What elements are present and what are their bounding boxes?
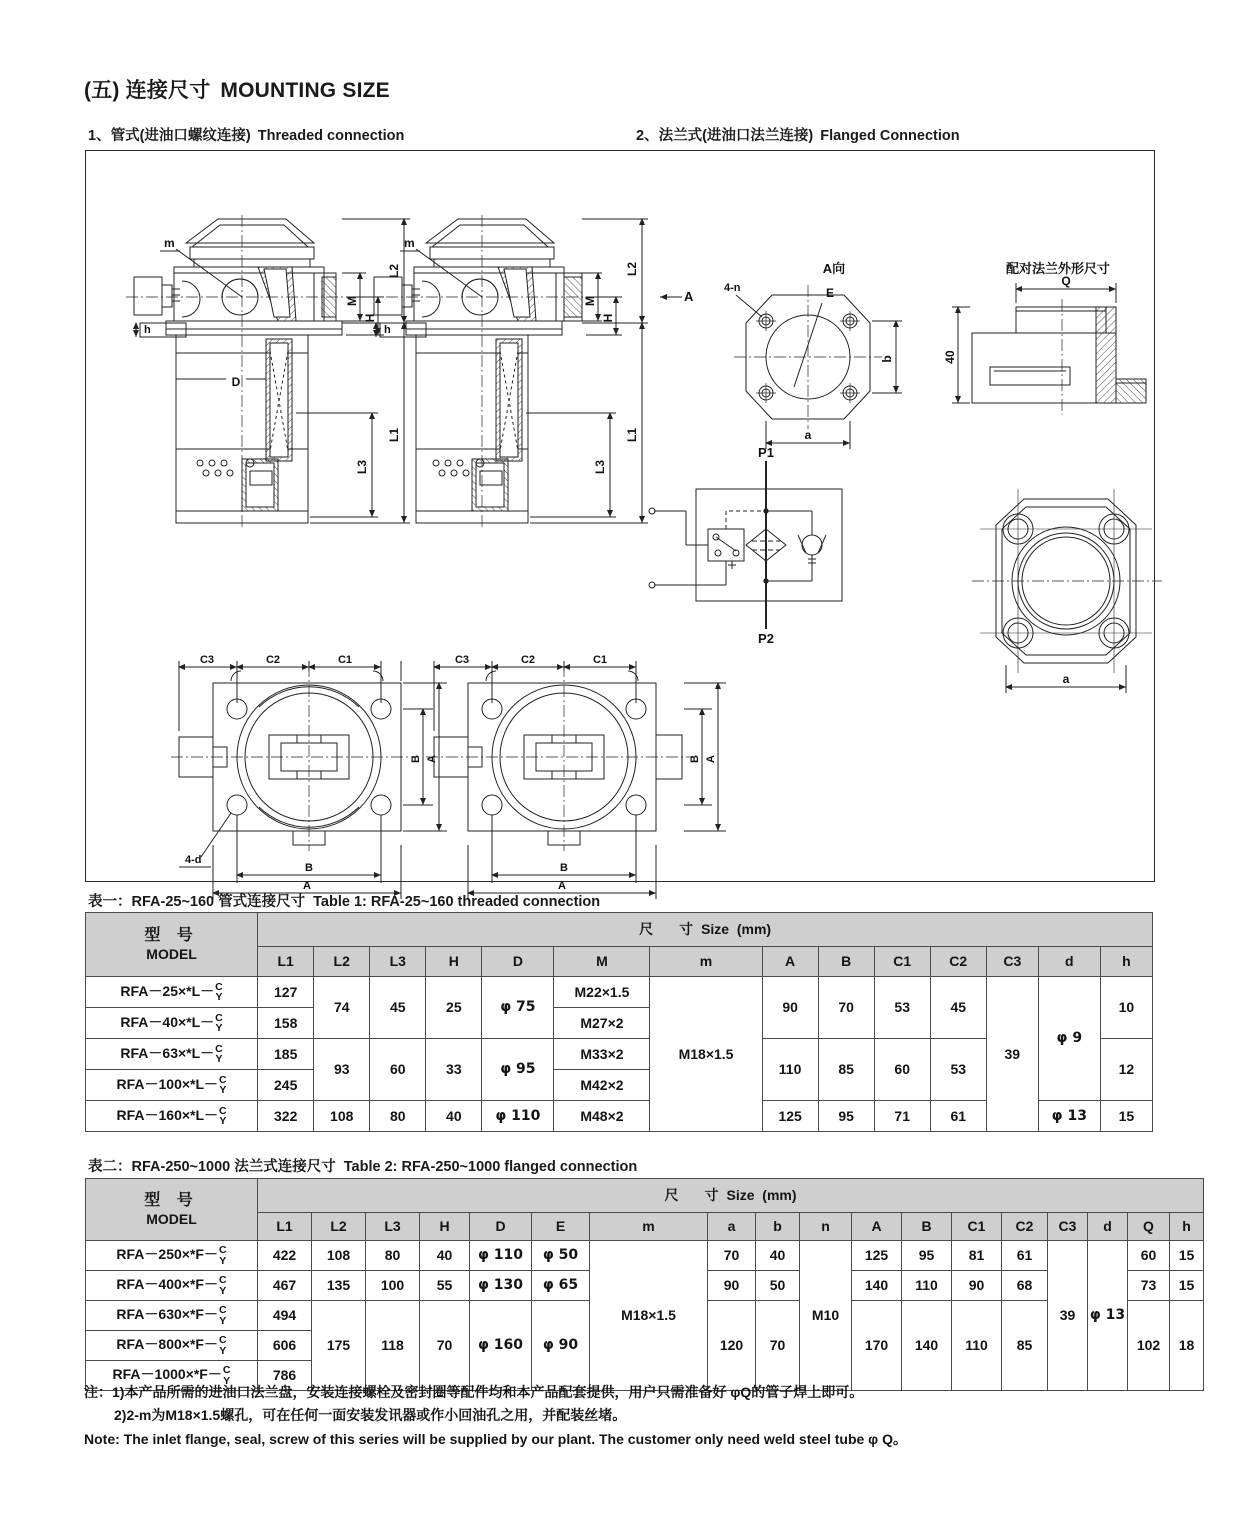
- model-suffix-top: C: [218, 1334, 227, 1346]
- model-suffix-bottom: Y: [219, 1344, 227, 1357]
- th2-H: H: [420, 1213, 470, 1241]
- cell-D: φ 160: [470, 1301, 532, 1391]
- cell-H: 70: [420, 1301, 470, 1391]
- model-suffix-bottom: Y: [215, 1022, 223, 1034]
- cell-L2: 93: [314, 1039, 370, 1101]
- cell-L2: 74: [314, 977, 370, 1039]
- cell-h: 15: [1100, 1101, 1152, 1132]
- drawing-flanged-section: [366, 215, 694, 529]
- label-C2-2: C2: [520, 654, 536, 666]
- model-suffix-top: C: [218, 1304, 227, 1316]
- cell-h: 10: [1100, 977, 1152, 1039]
- label-h-2: h: [384, 324, 391, 336]
- cell-C3: 39: [1048, 1241, 1088, 1391]
- cell-model: [86, 1039, 258, 1070]
- model-suffix-top: C: [218, 1244, 227, 1256]
- cell-L1: 322: [258, 1101, 314, 1132]
- model-suffix-top: C: [218, 1274, 227, 1286]
- cell-model: [86, 1271, 258, 1301]
- cell-model: [86, 1008, 258, 1039]
- cell-M: M27×2: [554, 1008, 650, 1039]
- label-40: 40: [943, 350, 957, 364]
- cell-B: 110: [902, 1271, 952, 1301]
- label-L3-2: L3: [593, 459, 607, 475]
- label-h: h: [144, 324, 151, 336]
- cell-M: M48×2: [554, 1101, 650, 1132]
- label-L2: L2: [387, 263, 401, 279]
- cell-Q: 60: [1128, 1241, 1170, 1271]
- cell-C1: 53: [874, 977, 930, 1039]
- cell-C3: 39: [986, 977, 1038, 1132]
- drawing-flange-4bolt: [972, 489, 1162, 693]
- model-suffix-bottom: Y: [215, 991, 223, 1003]
- cell-H: 25: [426, 977, 482, 1039]
- cell-M: M42×2: [554, 1070, 650, 1101]
- th2-L2: L2: [312, 1213, 366, 1241]
- th-C2: C2: [930, 947, 986, 977]
- cell-A: 90: [762, 977, 818, 1039]
- cell-C2: 68: [1002, 1271, 1048, 1301]
- th-size-group-2: [258, 1179, 1204, 1213]
- label-B-bottom-2: B: [560, 862, 568, 874]
- cell-d: φ 9: [1038, 977, 1100, 1101]
- th2-Q: Q: [1128, 1213, 1170, 1241]
- cell-H: 33: [426, 1039, 482, 1101]
- th-model-cn-2: 型 号: [144, 1191, 199, 1209]
- cell-B: 70: [818, 977, 874, 1039]
- page-title: [84, 74, 390, 104]
- table-threaded-dimensions: [85, 912, 1153, 1132]
- cell-a: 90: [708, 1271, 756, 1301]
- cell-L3: 80: [366, 1241, 420, 1271]
- model-suffix-bottom: Y: [219, 1314, 227, 1327]
- note-line-2: 2)2-m为M18×1.5螺孔，可在任何一面安装发讯器或作小回油孔之用，并配装丝堵。: [114, 1406, 627, 1423]
- label-L2-2: L2: [625, 261, 639, 277]
- table1-caption-en: Table 1: RFA-25~160 threaded connection: [313, 894, 601, 910]
- label-B-bottom: B: [305, 862, 313, 874]
- th-m: m: [650, 947, 762, 977]
- cell-n: M10: [800, 1241, 852, 1391]
- label-L1: L1: [387, 427, 401, 443]
- label-b: b: [880, 355, 894, 363]
- th2-b: b: [756, 1213, 800, 1241]
- subsection-threaded: [88, 124, 404, 145]
- th2-C2: C2: [1002, 1213, 1048, 1241]
- cell-C2: 61: [1002, 1241, 1048, 1271]
- cell-L3: 118: [366, 1301, 420, 1391]
- label-a: a: [804, 428, 812, 442]
- drawing-hydraulic-schematic: [649, 445, 842, 646]
- label-L3: L3: [355, 459, 369, 475]
- th-D: D: [482, 947, 554, 977]
- th-size-cn2: 寸: [679, 921, 694, 938]
- label-D: D: [231, 375, 241, 389]
- cell-b: 70: [756, 1301, 800, 1391]
- label-C2: C2: [265, 654, 281, 666]
- table-row: [86, 977, 1153, 1008]
- model-text: RFA－1000×*F－: [112, 1366, 222, 1383]
- drawing-mating-flange: [943, 261, 1146, 415]
- th-B: B: [818, 947, 874, 977]
- th-size-cn1: 尺: [639, 921, 654, 938]
- cell-B: 95: [902, 1241, 952, 1271]
- cell-L3: 45: [370, 977, 426, 1039]
- label-a-2: a: [1062, 672, 1070, 686]
- th2-a: a: [708, 1213, 756, 1241]
- cell-D: φ 110: [482, 1101, 554, 1132]
- cell-D: φ 95: [482, 1039, 554, 1101]
- cell-C2: 85: [1002, 1301, 1048, 1391]
- subsection-2-en: Flanged Connection: [820, 128, 960, 144]
- cell-Q: 102: [1128, 1301, 1170, 1391]
- notes-block: [84, 1381, 1164, 1451]
- cell-C1: 81: [952, 1241, 1002, 1271]
- cell-L1: 245: [258, 1070, 314, 1101]
- cell-h: 15: [1170, 1271, 1204, 1301]
- th-M: M: [554, 947, 650, 977]
- cell-E: φ 50: [532, 1241, 590, 1271]
- drawing-plan-view-1: [171, 654, 447, 899]
- th2-E: E: [532, 1213, 590, 1241]
- th-model-2: [86, 1179, 258, 1241]
- label-A-bottom: A: [303, 880, 311, 892]
- cell-L2: 108: [314, 1101, 370, 1132]
- cell-C1: 90: [952, 1271, 1002, 1301]
- label-C1-2: C1: [592, 654, 608, 666]
- label-Q: Q: [1061, 274, 1071, 288]
- label-B-right-2: B: [689, 755, 701, 763]
- model-text: RFA－100×*L－: [116, 1075, 219, 1092]
- label-A-bottom-2: A: [558, 880, 566, 892]
- label-C3: C3: [199, 654, 215, 666]
- cell-C2: 53: [930, 1039, 986, 1101]
- model-suffix-bottom: Y: [219, 1084, 227, 1096]
- th2-C1: C1: [952, 1213, 1002, 1241]
- cell-C1: 71: [874, 1101, 930, 1132]
- table2-caption: [88, 1155, 637, 1176]
- th-model-en-2: MODEL: [146, 1210, 197, 1227]
- cell-C1: 60: [874, 1039, 930, 1101]
- cell-h: 15: [1170, 1241, 1204, 1271]
- th-size-group: [258, 913, 1153, 947]
- cell-L1: 185: [258, 1039, 314, 1070]
- th2-m: m: [590, 1213, 708, 1241]
- model-text: RFA－630×*F－: [116, 1306, 218, 1323]
- subsection-1-cn: 1、管式(进油口螺纹连接): [88, 128, 251, 144]
- cell-m: M18×1.5: [650, 977, 762, 1132]
- cell-D: φ 110: [470, 1241, 532, 1271]
- th-C3: C3: [986, 947, 1038, 977]
- cell-B: 140: [902, 1301, 952, 1391]
- label-A-right-2: A: [705, 755, 717, 763]
- th2-B: B: [902, 1213, 952, 1241]
- cell-L3: 100: [366, 1271, 420, 1301]
- th-model: [86, 913, 258, 977]
- cell-A: 125: [852, 1241, 902, 1271]
- label-view-arrow-A: A: [684, 289, 694, 304]
- cell-A: 170: [852, 1301, 902, 1391]
- cell-M: M33×2: [554, 1039, 650, 1070]
- th-size-cn1-2: 尺: [664, 1187, 679, 1204]
- label-C3-2: C3: [454, 654, 470, 666]
- cell-E: φ 65: [532, 1271, 590, 1301]
- cell-C1: 110: [952, 1301, 1002, 1391]
- model-text: RFA－40×*L－: [120, 1013, 215, 1030]
- th-size-en: Size: [701, 921, 730, 938]
- cell-L1: 467: [258, 1271, 312, 1301]
- cell-L3: 60: [370, 1039, 426, 1101]
- cell-d: φ 13: [1088, 1241, 1128, 1391]
- label-A-direction: A向: [822, 261, 846, 276]
- label-M-2: M: [583, 296, 597, 306]
- table-row: [86, 1241, 1204, 1271]
- th-L2: L2: [314, 947, 370, 977]
- label-m: m: [164, 236, 175, 250]
- label-4-d: 4-d: [185, 854, 202, 866]
- model-suffix-top: C: [215, 980, 223, 993]
- section-title-en: MOUNTING SIZE: [220, 79, 390, 102]
- cell-C2: 45: [930, 977, 986, 1039]
- label-mating-flange-title: 配对法兰外形尺寸: [1005, 261, 1111, 276]
- cell-L2: 135: [312, 1271, 366, 1301]
- cell-L1: 127: [258, 977, 314, 1008]
- label-P1: P1: [758, 445, 774, 460]
- label-E: E: [826, 286, 835, 300]
- label-A-right: A: [426, 755, 438, 763]
- model-suffix-top: C: [219, 1104, 227, 1117]
- model-text: RFA－25×*L－: [120, 982, 215, 999]
- th2-L3: L3: [366, 1213, 420, 1241]
- cell-H: 55: [420, 1271, 470, 1301]
- th-L1: L1: [258, 947, 314, 977]
- note-line-1: 注：1)本产品所需的进油口法兰盘，安装连接螺栓及密封圈等配件均和本产品配套提供，用户只需准备好 φQ的管子焊上即可。: [84, 1384, 864, 1400]
- cell-D: φ 130: [470, 1271, 532, 1301]
- drawing-threaded-section: [126, 215, 410, 529]
- model-suffix-bottom: Y: [215, 1053, 223, 1065]
- model-suffix-top: C: [222, 1364, 231, 1376]
- label-4-n: 4-n: [724, 282, 741, 294]
- cell-Q: 73: [1128, 1271, 1170, 1301]
- th-size-unit-2: (mm): [762, 1187, 797, 1204]
- model-text: RFA－250×*F－: [116, 1246, 218, 1263]
- section-title-cn: (五) 连接尺寸: [84, 79, 211, 102]
- model-suffix-bottom: Y: [219, 1115, 227, 1127]
- cell-E: φ 90: [532, 1301, 590, 1391]
- cell-M: M22×1.5: [554, 977, 650, 1008]
- th2-L1: L1: [258, 1213, 312, 1241]
- model-text: RFA－63×*L－: [120, 1044, 215, 1061]
- subsection-1-en: Threaded connection: [257, 128, 405, 144]
- label-P2: P2: [758, 631, 774, 646]
- cell-L1: 786: [258, 1361, 312, 1391]
- cell-L1: 606: [258, 1331, 312, 1361]
- th-model-cn: 型 号: [144, 926, 199, 944]
- cell-A: 110: [762, 1039, 818, 1101]
- th-A: A: [762, 947, 818, 977]
- table1-caption: [88, 890, 600, 911]
- th2-D: D: [470, 1213, 532, 1241]
- label-H: H: [363, 313, 377, 323]
- label-H-2: H: [601, 313, 615, 323]
- table2-caption-cn: 表二：RFA-250~1000 法兰式连接尺寸: [88, 1159, 336, 1175]
- model-suffix-bottom: Y: [219, 1284, 227, 1297]
- model-suffix-top: C: [219, 1073, 227, 1086]
- cell-a: 120: [708, 1301, 756, 1391]
- cell-L1: 422: [258, 1241, 312, 1271]
- note-line-3: Note: The inlet flange, seal, screw of this series will be supplied by our plant. The customer only need weld steel tube φ Q。: [84, 1431, 907, 1448]
- cell-model: [86, 1070, 258, 1101]
- cell-L2: 108: [312, 1241, 366, 1271]
- cell-A: 125: [762, 1101, 818, 1132]
- th-d: d: [1038, 947, 1100, 977]
- th2-A: A: [852, 1213, 902, 1241]
- technical-drawing-panel: [85, 150, 1155, 892]
- th-h: h: [1100, 947, 1152, 977]
- cell-C2: 61: [930, 1101, 986, 1132]
- th2-n: n: [800, 1213, 852, 1241]
- cell-b: 50: [756, 1271, 800, 1301]
- cell-H: 40: [420, 1241, 470, 1271]
- th-size-unit: (mm): [736, 921, 772, 938]
- th-model-en: MODEL: [146, 945, 197, 962]
- cell-A: 140: [852, 1271, 902, 1301]
- table1-caption-cn: 表一：RFA-25~160 管式连接尺寸: [88, 894, 306, 910]
- model-suffix-bottom: Y: [223, 1374, 231, 1387]
- drawing-plan-view-2: [426, 654, 726, 899]
- th2-d: d: [1088, 1213, 1128, 1241]
- cell-a: 70: [708, 1241, 756, 1271]
- cell-h: 18: [1170, 1301, 1204, 1391]
- table2-caption-en: Table 2: RFA-250~1000 flanged connection: [343, 1159, 638, 1175]
- model-suffix-top: C: [215, 1042, 223, 1055]
- cell-H: 40: [426, 1101, 482, 1132]
- label-C1: C1: [337, 654, 353, 666]
- cell-model: [86, 1301, 258, 1331]
- model-text: RFA－800×*F－: [116, 1336, 218, 1353]
- subsection-flanged: [636, 124, 960, 145]
- label-B-right: B: [410, 755, 422, 763]
- cell-L3: 80: [370, 1101, 426, 1132]
- model-suffix-top: C: [215, 1011, 223, 1024]
- th-L3: L3: [370, 947, 426, 977]
- th2-C3: C3: [1048, 1213, 1088, 1241]
- cell-d: φ 13: [1038, 1101, 1100, 1132]
- cell-L1: 494: [258, 1301, 312, 1331]
- cell-B: 85: [818, 1039, 874, 1101]
- th-C1: C1: [874, 947, 930, 977]
- model-suffix-bottom: Y: [219, 1254, 227, 1267]
- th-size-cn2-2: 寸: [704, 1187, 719, 1204]
- th-H: H: [426, 947, 482, 977]
- model-text: RFA－160×*L－: [116, 1106, 219, 1123]
- label-L1-2: L1: [625, 427, 639, 443]
- th2-h: h: [1170, 1213, 1204, 1241]
- drawing-flange-face-A: [724, 261, 902, 449]
- cell-B: 95: [818, 1101, 874, 1132]
- cell-model: [86, 1101, 258, 1132]
- label-m-2: m: [404, 236, 415, 250]
- cell-b: 40: [756, 1241, 800, 1271]
- label-M: M: [345, 296, 359, 306]
- subsection-2-cn: 2、法兰式(进油口法兰连接): [636, 128, 814, 144]
- cell-D: φ 75: [482, 977, 554, 1039]
- cell-model: [86, 1241, 258, 1271]
- cell-L2: 175: [312, 1301, 366, 1391]
- table-flanged-dimensions: [85, 1178, 1204, 1391]
- model-text: RFA－400×*F－: [116, 1276, 218, 1293]
- cell-h: 12: [1100, 1039, 1152, 1101]
- th-size-en-2: Size: [726, 1187, 755, 1204]
- cell-m: M18×1.5: [590, 1241, 708, 1391]
- technical-drawings-svg: [86, 151, 1152, 892]
- cell-L1: 158: [258, 1008, 314, 1039]
- cell-model: [86, 1331, 258, 1361]
- cell-model: [86, 977, 258, 1008]
